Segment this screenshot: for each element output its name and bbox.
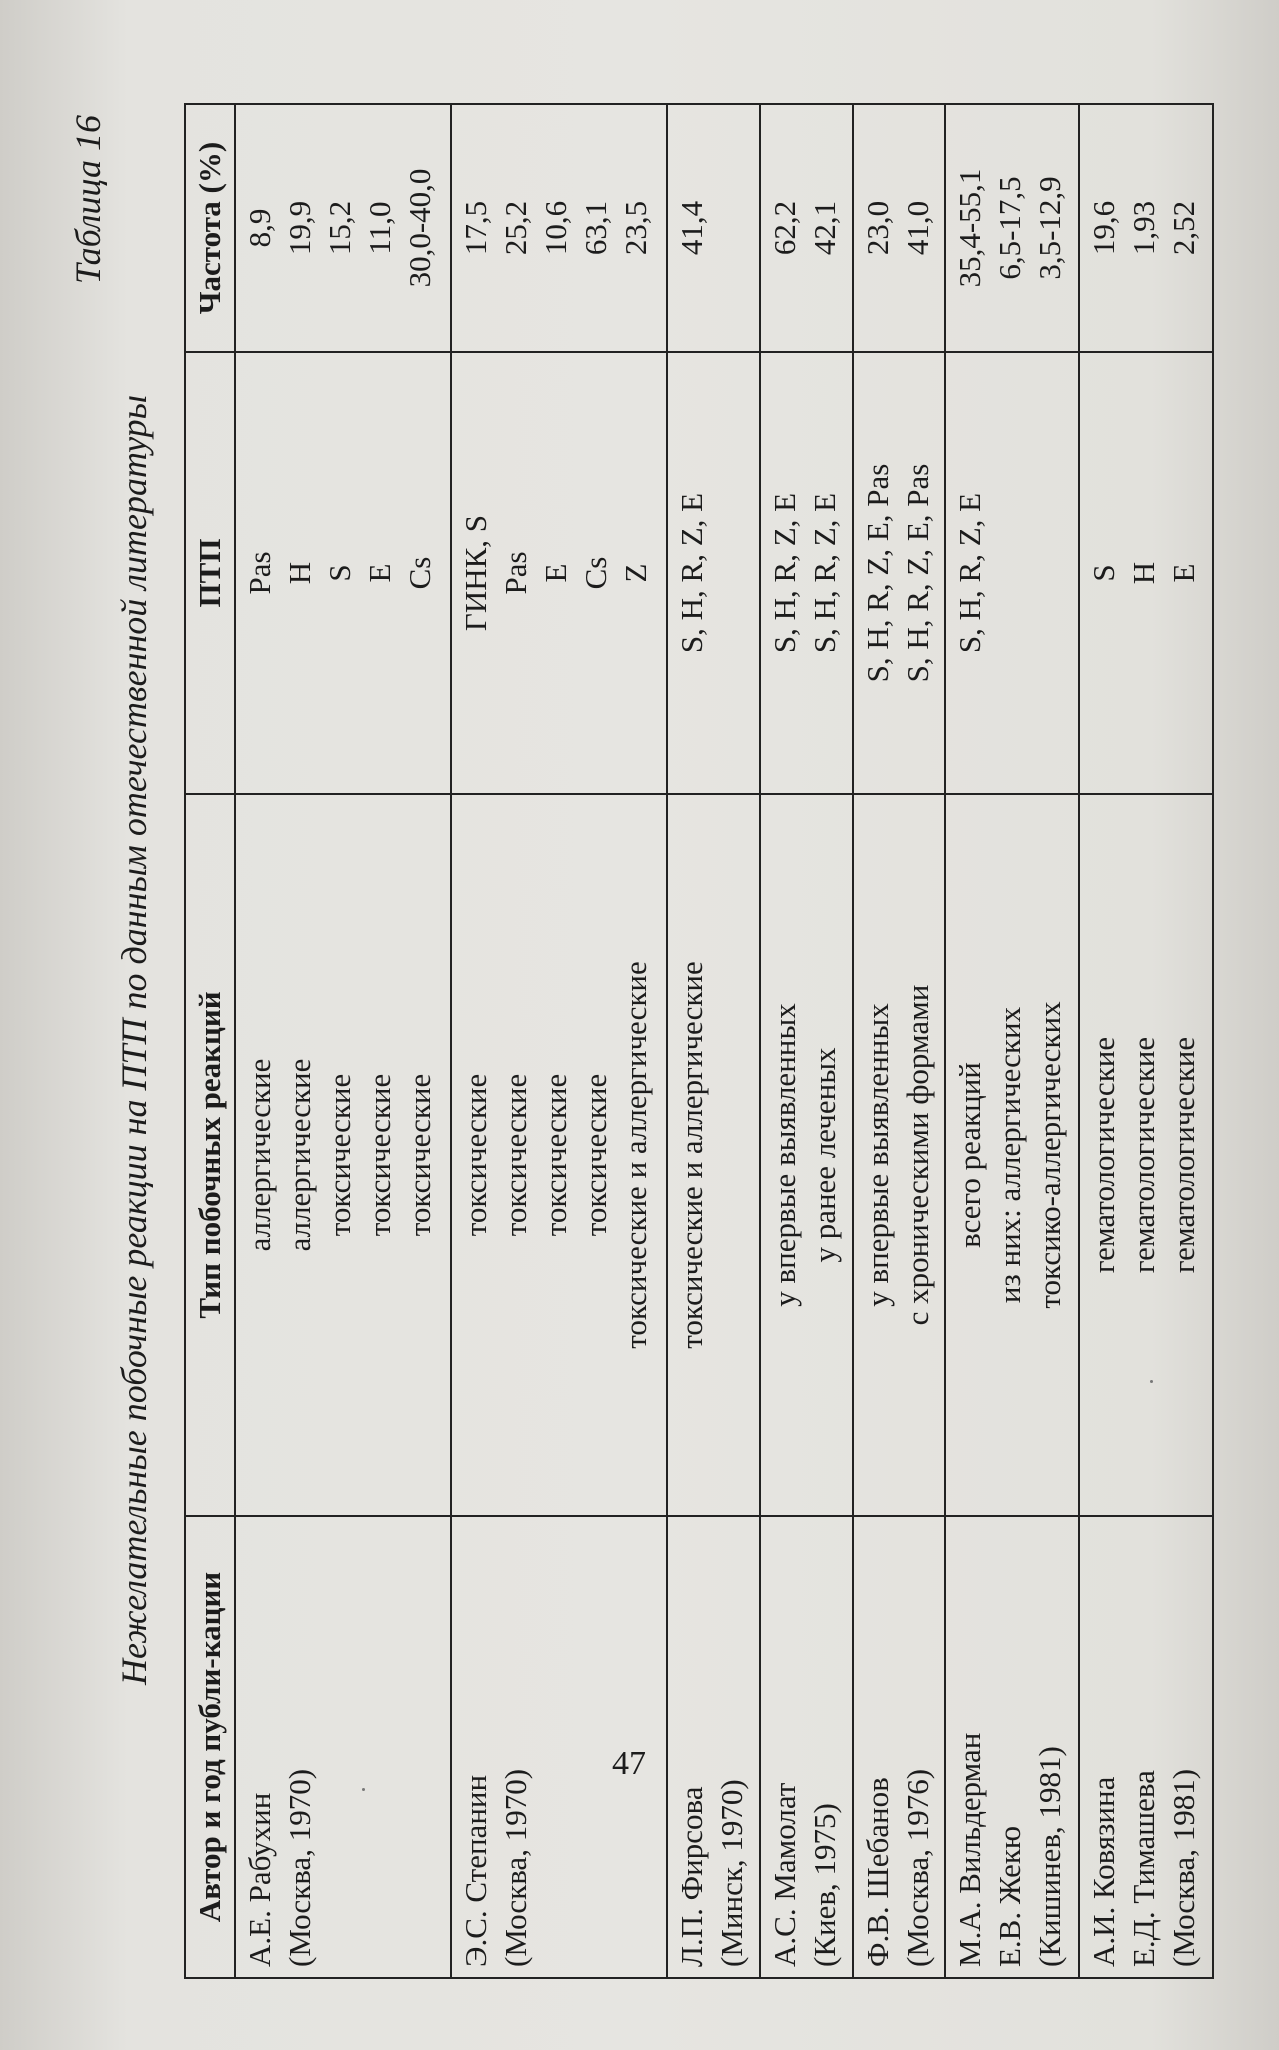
reaction-type-line: аллергические [282,1058,317,1252]
frequency-cell [1079,104,1213,352]
ptp-cell [667,352,760,794]
frequency-line: 35,4-55,1 [952,168,988,288]
reaction-type-line: аллергические [242,1058,277,1252]
author-cell [235,1516,451,1978]
reaction-type-cell [451,794,667,1516]
ptp-cell [945,352,1079,794]
reaction-type-cell [667,794,760,1516]
author-line: Ф.В. Шебанов [859,1777,895,1967]
author-line: (Москва, 1981) [1166,1768,1202,1967]
header-reaction-type: Тип побочных реакций [185,794,235,1516]
author-line: А.И. Ковязина [1086,1776,1122,1967]
frequency-cell [760,104,853,352]
ptp-line [990,363,1030,783]
author-line: (Киев, 1975) [807,1803,843,1967]
table-row [760,104,853,1978]
paper-speck [362,1788,365,1791]
ptp-line: E [362,563,397,583]
frequency-line: 15,2 [322,200,357,256]
ptp-line: H [1126,561,1162,585]
reaction-type-cell [853,794,946,1516]
ptp-line: E [1166,563,1202,583]
reaction-type-line: токсические и аллергические [674,961,710,1349]
author-line: (Кишинев, 1981) [1032,1746,1068,1967]
frequency-line: 1,93 [1126,200,1162,256]
author-line: (Москва, 1976) [899,1768,935,1967]
frequency-line: 19,6 [1086,200,1122,256]
table-row [853,104,946,1978]
ptp-cell [1079,352,1213,794]
table-row [235,104,451,1978]
author-line: Е.В. Жекю [992,1825,1028,1967]
reaction-type-line: токсические и аллергические [618,961,654,1349]
header-ptp: ПТП [185,352,235,794]
reaction-type-line: у ранее леченых [807,1047,843,1263]
ptp-line [1030,363,1070,783]
table-header-row [185,104,235,1978]
frequency-cell [451,104,667,352]
reaction-type-cell [945,794,1079,1516]
ptp-cell [760,352,853,794]
author-line: (Москва, 1970) [498,1768,534,1967]
reaction-type-line: токсические [498,1073,534,1237]
table-row [1079,104,1213,1978]
reaction-type-line: у впервые выявленных [859,1003,895,1307]
reaction-type-line: токсические [322,1073,357,1237]
ptp-line: S, H, R, Z, E, Pas [859,463,895,683]
table-title: Нежелательные побочные реакции на ПТП по данным отечественной литературы [114,395,154,1685]
ptp-line: S [322,564,357,582]
reaction-type-line: гематологические [1166,1036,1202,1274]
reaction-type-line: с хроническими формами [899,984,935,1326]
reaction-type-cell [760,794,853,1516]
frequency-line: 23,5 [618,200,654,256]
frequency-line: 63,1 [578,200,614,256]
frequency-line: 6,5-17,5 [992,176,1028,280]
frequency-line: 8,9 [242,208,277,248]
frequency-line: 41,0 [899,200,935,256]
ptp-cell [853,352,946,794]
frequency-line: 17,5 [458,200,494,256]
author-line: А.Е. Рабухин [242,1792,277,1967]
ptp-line: S, H, R, Z, E, Pas [899,463,935,683]
frequency-line: 30,0-40,0 [402,168,437,288]
reaction-type-line: токсические [362,1073,397,1237]
page-number: 47 [612,1745,646,1782]
frequency-cell [945,104,1079,352]
frequency-line: 42,1 [807,200,843,256]
reaction-type-line: токсические [578,1073,614,1237]
reaction-type-line: гематологические [1086,1036,1122,1274]
ptp-line: S, H, R, Z, E [807,492,843,654]
frequency-line: 62,2 [767,200,803,256]
ptp-cell [235,352,451,794]
reaction-type-line: токсические [458,1073,494,1237]
paper-speck [1150,1380,1153,1383]
ptp-line: Pas [242,551,277,595]
frequency-line: 19,9 [282,200,317,256]
reaction-type-line: всего реакций [952,1062,988,1248]
frequency-line: 10,6 [538,200,574,256]
reaction-type-line: токсические [538,1073,574,1237]
author-cell [853,1516,946,1978]
reaction-type-line: гематологические [1126,1036,1162,1274]
author-cell [1079,1516,1213,1978]
frequency-line: 25,2 [498,200,534,256]
ptp-line: Pas [498,551,534,595]
table-row [667,104,760,1978]
ptp-line: S, H, R, Z, E [767,492,803,654]
frequency-line: 41,4 [674,200,710,256]
frequency-line: 2,52 [1166,200,1202,256]
reaction-type-line: у впервые выявленных [767,1003,803,1307]
ptp-line: Z [618,563,654,583]
ptp-line: ГИНК, S [458,514,494,632]
author-line: (Москва, 1970) [282,1768,317,1967]
author-line: М.А. Вильдерман [952,1732,988,1967]
ptp-line: Cs [402,556,437,590]
side-effects-table [184,103,1214,1979]
reaction-type-line: токсико-аллергических [1032,1001,1068,1309]
frequency-cell [235,104,451,352]
ptp-line: S, H, R, Z, E [952,492,988,654]
header-author: Автор и год публи-кации [185,1516,235,1978]
rotated-content [59,95,1219,1985]
author-line: Э.С. Степанин [458,1774,494,1967]
reaction-type-cell [235,794,451,1516]
table-row [945,104,1079,1978]
frequency-line: 3,5-12,9 [1032,176,1068,280]
frequency-cell [853,104,946,352]
author-cell [667,1516,760,1978]
ptp-line: E [538,563,574,583]
reaction-type-cell [1079,794,1213,1516]
ptp-line: S [1086,564,1122,582]
reaction-type-line: токсические [402,1073,437,1237]
frequency-line: 11,0 [362,201,397,255]
ptp-line: Cs [578,556,614,590]
ptp-line: S, H, R, Z, E [674,492,710,654]
author-cell [760,1516,853,1978]
author-line: Л.П. Фирсова [674,1786,710,1967]
table-number: Таблица 16 [68,115,108,285]
author-line: Е.Д. Тимашева [1126,1770,1162,1967]
ptp-cell [451,352,667,794]
frequency-line: 23,0 [859,200,895,256]
author-line: А.С. Мамолат [767,1782,803,1967]
frequency-cell [667,104,760,352]
author-line: (Минск, 1970) [714,1779,750,1967]
ptp-line: H [282,561,317,585]
table-row [451,104,667,1978]
header-frequency: Частота (%) [185,104,235,352]
reaction-type-line: из них: аллергических [992,1006,1028,1304]
author-cell [945,1516,1079,1978]
